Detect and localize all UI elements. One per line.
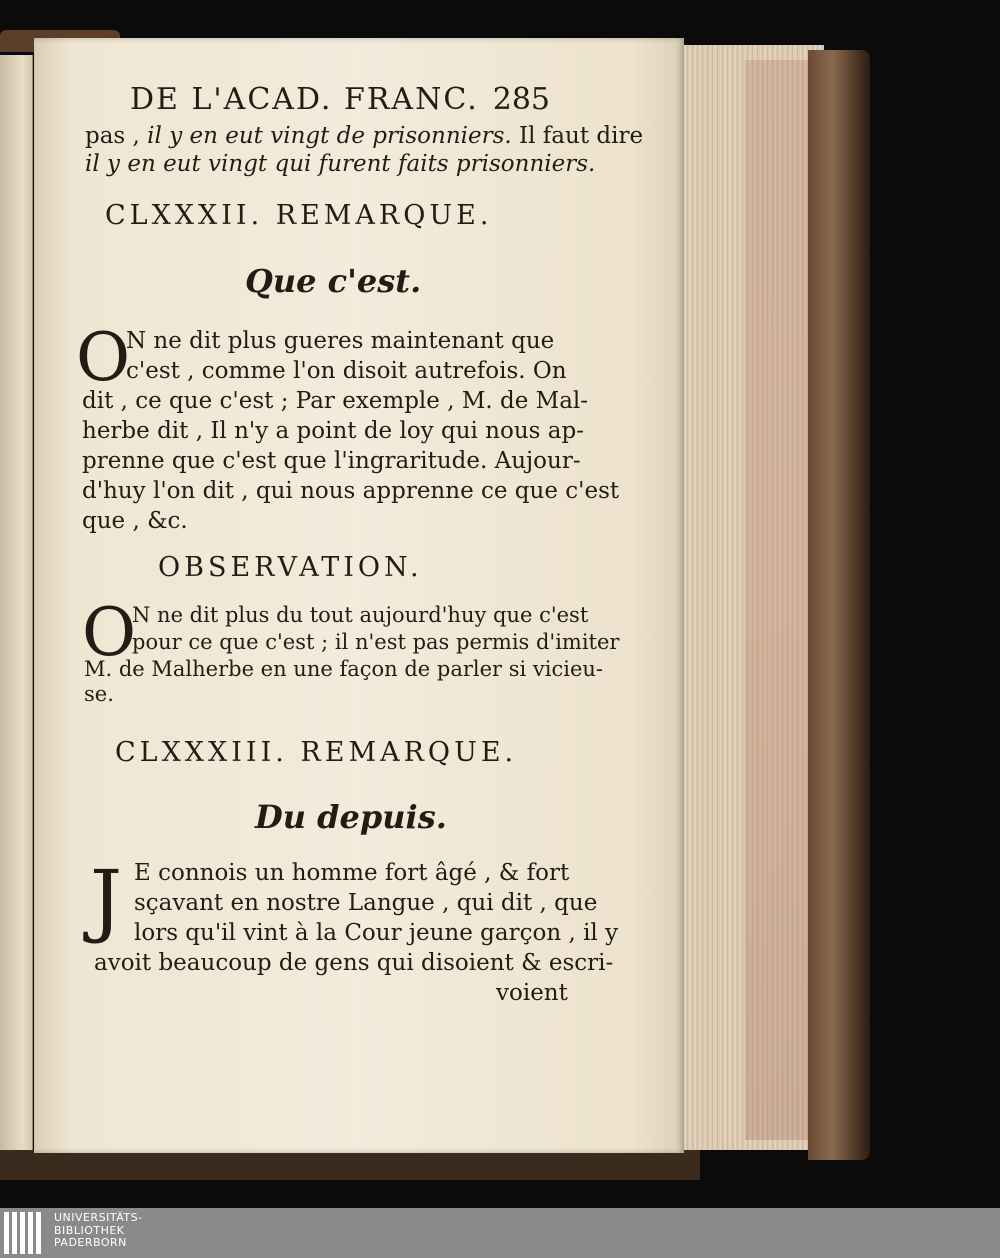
- text-span: pas ,: [85, 123, 148, 149]
- body-line: N ne dit plus gueres maintenant que: [126, 328, 555, 354]
- body-line: c'est , comme l'on disoit autrefois. On: [126, 358, 567, 384]
- body-line: avoit beaucoup de gens qui disoient & escri-: [94, 950, 614, 976]
- italic-span: il y en eut vingt qui furent faits prisonniers.: [85, 151, 596, 177]
- library-line: PADERBORN: [54, 1236, 127, 1249]
- left-page-edge: [0, 55, 33, 1160]
- body-line: prenne que c'est que l'ingraritude. Aujour-: [82, 448, 581, 474]
- library-line: BIBLIOTHEK: [54, 1223, 125, 1237]
- remark-title: Que c'est.: [245, 262, 422, 300]
- body-line: pour ce que c'est ; il n'est pas permis d'imiter: [132, 630, 620, 654]
- cover-bottom: [0, 1150, 700, 1180]
- italic-span: il y en eut vingt de prisonniers.: [147, 123, 512, 149]
- page-number: 285: [492, 82, 550, 117]
- body-line: dit , ce que c'est ; Par exemple , M. de Mal-: [82, 388, 589, 414]
- text-line: [85, 151, 595, 177]
- library-line: UNIVERSITÄTS-: [54, 1211, 143, 1224]
- body-line: se.: [84, 682, 114, 706]
- body-line: N ne dit plus du tout aujourd'huy que c'est: [132, 603, 589, 627]
- text-line: [85, 123, 643, 149]
- text-span: Il faut dire: [511, 123, 644, 149]
- remark-heading: CLXXXII. REMARQUE.: [105, 200, 493, 231]
- running-head: [130, 82, 550, 117]
- body-line: E connois un homme fort âgé , & fort: [134, 860, 570, 886]
- body-line: d'huy l'on dit , qui nous apprenne ce que c'est: [82, 478, 620, 504]
- body-line: M. de Malherbe en une façon de parler si vicieu-: [84, 657, 604, 681]
- catchword: voient: [496, 980, 568, 1006]
- library-logo-icon: [4, 1212, 44, 1254]
- remark-heading: CLXXXIII. REMARQUE.: [115, 737, 518, 768]
- body-line: sçavant en nostre Langue , qui dit , que: [134, 890, 598, 916]
- observation-heading: OBSERVATION.: [158, 552, 423, 583]
- body-line: que , &c.: [82, 508, 188, 534]
- drop-cap: J: [90, 853, 123, 946]
- book-spine: [808, 50, 870, 1160]
- body-line: herbe dit , Il n'y a point de loy qui nous ap-: [82, 418, 584, 444]
- running-head-title: DE L'ACAD. FRANC.: [130, 82, 479, 117]
- drop-cap: O: [76, 319, 131, 396]
- library-name: [54, 1212, 143, 1250]
- body-line: lors qu'il vint à la Cour jeune garçon , il y: [134, 920, 619, 946]
- library-footer: [0, 1208, 1000, 1258]
- drop-cap: O: [82, 594, 137, 671]
- remark-title: Du depuis.: [255, 798, 447, 836]
